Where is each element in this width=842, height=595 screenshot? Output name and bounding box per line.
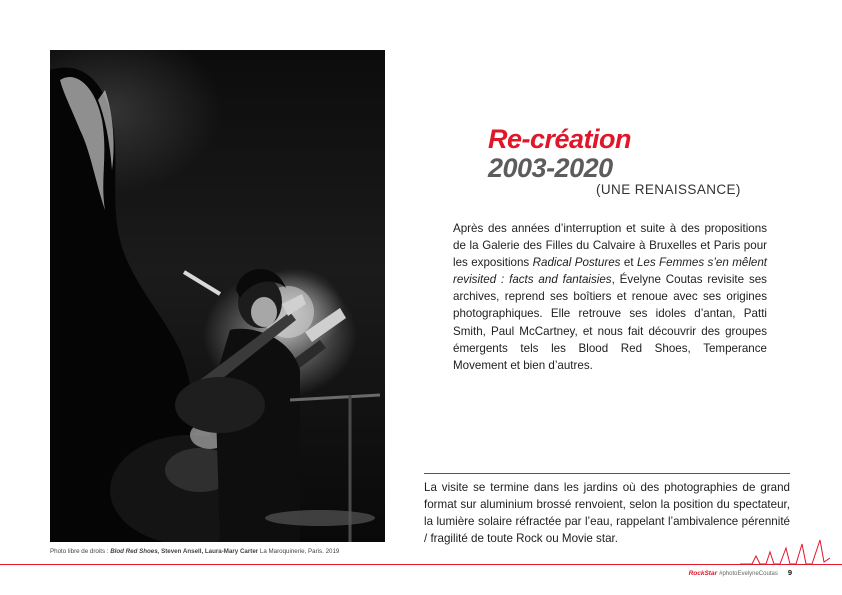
page-footer [689,568,792,577]
body-text-2: et [620,256,637,270]
divider [424,473,790,474]
footer-rule [0,564,842,565]
body-text-3: , Évelyne Coutas revisite ses archives, reprend ses boîtiers et renoue avec ses origines photographiques. Elle retrouve ses idoles d’antan, Patti Smith, Paul McCartney, et nous fait découvrir des groupes émergents tels les Blood Red Shoes, Temperance Movement et bien d’autres. [453,273,767,372]
caption-prefix: Photo libre de droits : [50,548,111,555]
caption-people: Steven Ansell, Laura-Mary Carter [159,548,259,555]
exhibition-title-1: Radical Postures [532,256,621,270]
title-years: 2003-2020 [488,153,613,183]
page-number: 9 [787,568,792,577]
pulse-line-icon [740,538,830,566]
photo-caption [50,548,390,555]
visit-paragraph: La visite se termine dans les jardins où des photographies de grand format sur aluminium brossé renvoient, selon la position du spectateur, la lumière solaire réfractée par l’eau, rappelant l’ambivalence pérennité / fragilité de toute Rock ou Movie star. [424,481,790,546]
caption-place: La Maroquinerie, Paris. 2019 [258,548,340,555]
caption-band: Blod Red Shoes, [110,548,160,555]
footer-brand: RockStar [688,570,718,577]
title-subtitle: (UNE RENAISSANCE) [596,182,741,197]
page-title: Re-création [488,124,632,154]
exhibition-title-2: Les Femmes s’en mêlent revisited : facts and fantaisies [453,256,768,287]
footer-hashtag: #photoEvelyneCoutas [719,571,778,577]
title-block [470,124,770,198]
concert-photo [50,50,385,542]
concert-photo-illustration [50,50,385,542]
body-text-1: Après des années d’interruption et suite à des propositions de la Galerie des Filles du Calvaire à Bruxelles et Paris pour les expositions [453,222,767,270]
body-paragraph [453,220,767,374]
